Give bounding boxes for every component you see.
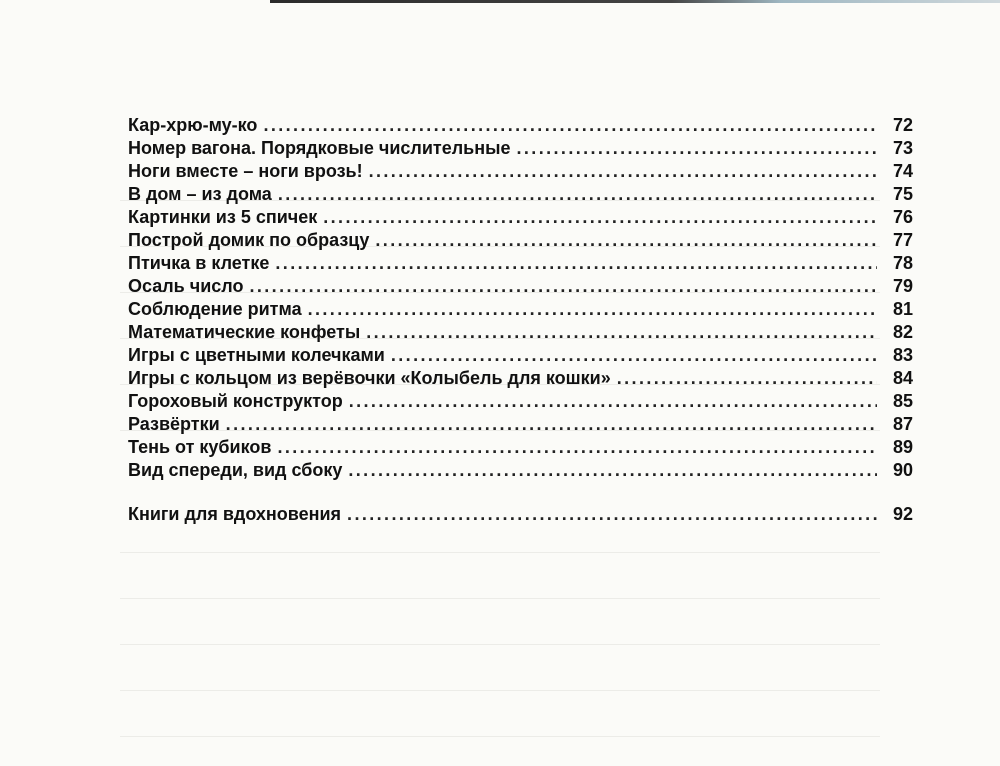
toc-entry-page: 78 xyxy=(892,253,913,273)
toc-entry[interactable] xyxy=(128,367,913,390)
dot-leader xyxy=(278,183,877,206)
toc-entry[interactable] xyxy=(128,137,913,160)
toc-entry-title: Игры с кольцом из верёвочки «Колыбель для кошки» xyxy=(128,368,611,388)
toc-entry-title: Птичка в клетке xyxy=(128,253,270,273)
toc-entry-title: Развёртки xyxy=(128,414,220,434)
toc-entry-page: 75 xyxy=(892,184,913,204)
toc-entry-title: Соблюдение ритма xyxy=(128,299,302,319)
toc-entry[interactable] xyxy=(128,275,913,298)
bleed-line xyxy=(120,690,880,691)
toc-entry[interactable] xyxy=(128,160,913,183)
toc-entry-page: 92 xyxy=(892,504,913,524)
toc-entry[interactable] xyxy=(128,114,913,137)
dot-leader xyxy=(249,275,877,298)
toc-entry[interactable] xyxy=(128,252,913,275)
toc-entry-title: Осаль число xyxy=(128,276,244,296)
toc-entry-title: Книги для вдохновения xyxy=(128,504,342,524)
toc-entry-page: 72 xyxy=(892,115,913,135)
toc-entry-page: 84 xyxy=(892,368,913,388)
dot-leader xyxy=(369,160,877,183)
toc-entry-page: 82 xyxy=(892,322,913,342)
toc-entry-title: В дом – из дома xyxy=(128,184,272,204)
dot-leader xyxy=(517,137,878,160)
dot-leader xyxy=(323,206,877,229)
bleed-line xyxy=(120,598,880,599)
dot-leader xyxy=(263,114,877,137)
dot-leader xyxy=(348,459,877,482)
toc-entry-page: 90 xyxy=(892,460,913,480)
toc-entry-title: Номер вагона. Порядковые числительные xyxy=(128,138,511,158)
toc-entry-page: 87 xyxy=(892,414,913,434)
toc-entry[interactable] xyxy=(128,321,913,344)
dot-leader xyxy=(226,413,877,436)
dot-leader xyxy=(391,344,877,367)
page-top-edge xyxy=(270,0,1000,3)
toc-entry-page: 76 xyxy=(892,207,913,227)
toc-entry[interactable] xyxy=(128,436,913,459)
toc-entry-title: Вид спереди, вид сбоку xyxy=(128,460,343,480)
toc-entry-title: Кар-хрю-му-ко xyxy=(128,115,258,135)
dot-leader xyxy=(308,298,877,321)
bleed-line xyxy=(120,736,880,737)
toc-entry-title: Ноги вместе – ноги врозь! xyxy=(128,161,363,181)
toc-entry-title: Тень от кубиков xyxy=(128,437,272,457)
toc-entry[interactable] xyxy=(128,390,913,413)
toc-entry[interactable] xyxy=(128,229,913,252)
dot-leader xyxy=(349,390,877,413)
toc-entry-title: Математические конфеты xyxy=(128,322,361,342)
toc-entry-page: 74 xyxy=(892,161,913,181)
dot-leader xyxy=(617,367,877,390)
bleed-line xyxy=(120,644,880,645)
toc-entry-page: 79 xyxy=(892,276,913,296)
toc-entry-page: 81 xyxy=(892,299,913,319)
toc-entry-page: 85 xyxy=(892,391,913,411)
toc-entry[interactable] xyxy=(128,413,913,436)
toc-entry[interactable] xyxy=(128,344,913,367)
toc-entry-appendix[interactable] xyxy=(128,503,913,526)
dot-leader xyxy=(347,503,877,526)
toc-entry[interactable] xyxy=(128,459,913,482)
toc-entry-title: Игры с цветными колечками xyxy=(128,345,385,365)
toc-entry[interactable] xyxy=(128,206,913,229)
toc-entry[interactable] xyxy=(128,183,913,206)
table-of-contents xyxy=(128,114,913,526)
toc-entry-page: 89 xyxy=(892,437,913,457)
dot-leader xyxy=(375,229,877,252)
toc-entry-page: 83 xyxy=(892,345,913,365)
dot-leader xyxy=(275,252,877,275)
toc-entry-title: Построй домик по образцу xyxy=(128,230,370,250)
toc-entry-title: Картинки из 5 спичек xyxy=(128,207,318,227)
toc-entry-title: Гороховый конструктор xyxy=(128,391,343,411)
dot-leader xyxy=(277,436,877,459)
dot-leader xyxy=(366,321,877,344)
toc-entry[interactable] xyxy=(128,298,913,321)
toc-entry-page: 77 xyxy=(892,230,913,250)
toc-entry-page: 73 xyxy=(892,138,913,158)
bleed-line xyxy=(120,552,880,553)
